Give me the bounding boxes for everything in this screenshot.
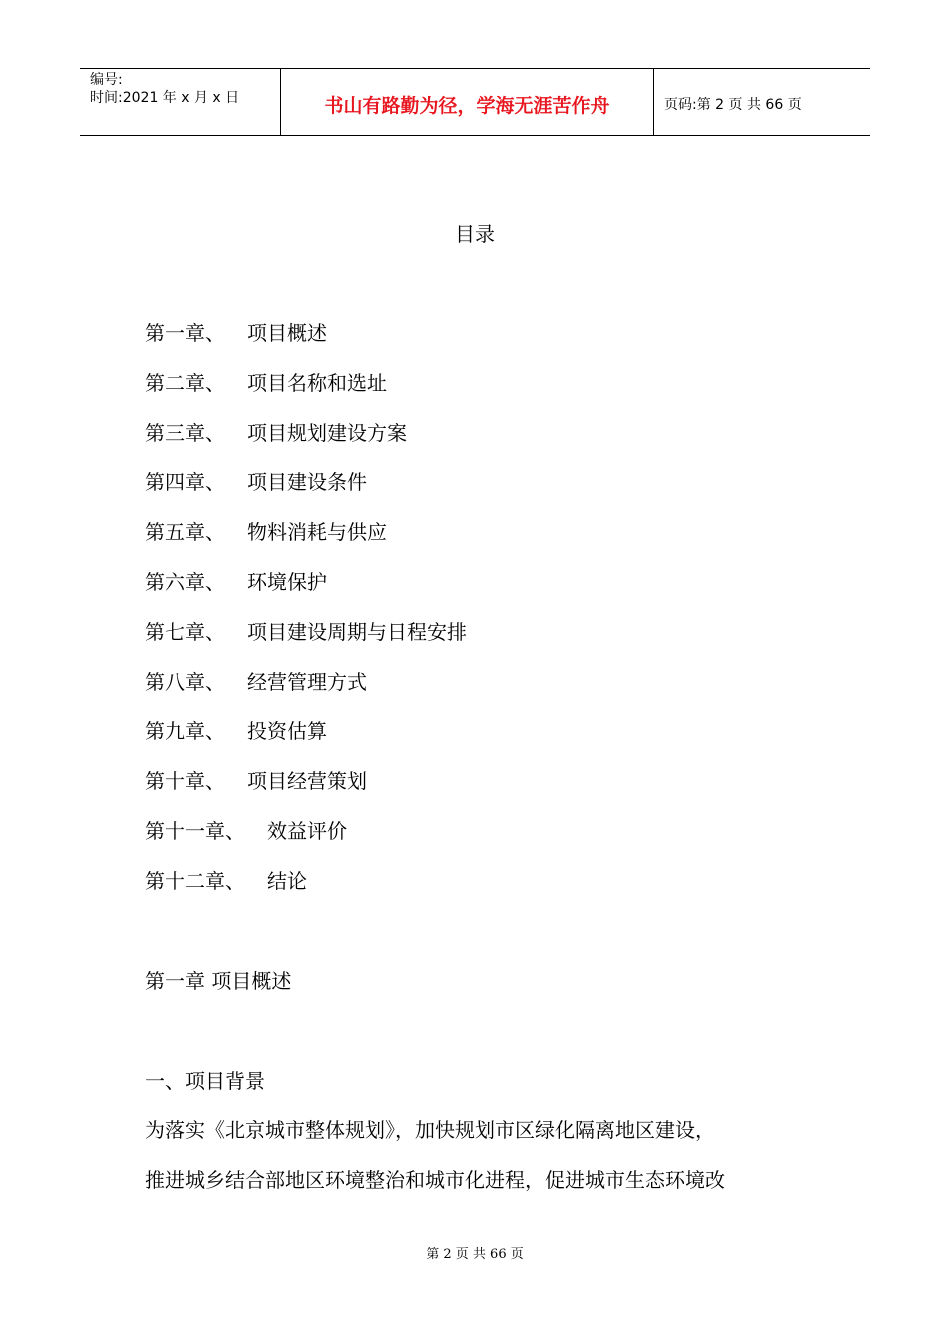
time-label: 时间:2021 年 x 月 x 日 [90,90,240,106]
number-label: 编号: [90,72,123,88]
toc-item-title: 项目规划建设方案 [247,421,407,445]
toc-item [145,519,387,545]
toc-item-title: 环境保护 [247,570,327,594]
toc-item-title: 项目概述 [247,321,327,345]
toc-item-title: 项目经营策划 [247,769,367,793]
section-heading: 一、项目背景 [145,1069,265,1093]
header-motto: 书山有路勤为径，学海无涯苦作舟 [281,69,654,135]
footer-page-number: 第 2 页 共 66 页 [426,1247,524,1262]
toc-item-number: 第九章、 [145,719,225,743]
toc-item-number: 第十一章、 [145,819,245,843]
toc-item [145,868,307,894]
header-meta-cell [80,69,281,135]
toc-item [145,818,347,844]
paragraph-line-1: 为落实《北京城市整体规划》，加快规划市区绿化隔离地区建设， [145,1118,715,1142]
paragraph-line-2: 推进城乡结合部地区环境整治和城市化进程，促进城市生态环境改 [145,1168,725,1192]
toc-item [145,420,407,446]
toc-item [145,569,327,595]
toc-item [145,370,387,396]
toc-item-title: 投资估算 [247,719,327,743]
toc-item-number: 第二章、 [145,371,225,395]
toc-item-title: 项目建设周期与日程安排 [247,620,467,644]
toc-item-number: 第六章、 [145,570,225,594]
document-header [80,68,870,136]
toc-item-title: 项目建设条件 [247,470,367,494]
toc-item [145,768,367,794]
header-page-info: 页码:第 2 页 共 66 页 [664,97,802,113]
toc-item-title: 效益评价 [267,819,347,843]
toc-item-title: 物料消耗与供应 [247,520,387,544]
toc-item-number: 第三章、 [145,421,225,445]
toc-item-number: 第一章、 [145,321,225,345]
toc-item [145,469,367,495]
toc-item [145,669,367,695]
toc-item-title: 项目名称和选址 [247,371,387,395]
toc-item-number: 第十二章、 [145,869,245,893]
toc-item-title: 结论 [267,869,307,893]
toc-item-number: 第十章、 [145,769,225,793]
toc-item-title: 经营管理方式 [247,670,367,694]
toc-title: 目录 [455,222,495,246]
toc-item-number: 第七章、 [145,620,225,644]
chapter-heading: 第一章 项目概述 [145,969,292,993]
toc-item-number: 第八章、 [145,670,225,694]
toc-item-number: 第四章、 [145,470,225,494]
toc-item [145,718,327,744]
toc-item-number: 第五章、 [145,520,225,544]
toc-item [145,320,327,346]
toc-item [145,619,467,645]
